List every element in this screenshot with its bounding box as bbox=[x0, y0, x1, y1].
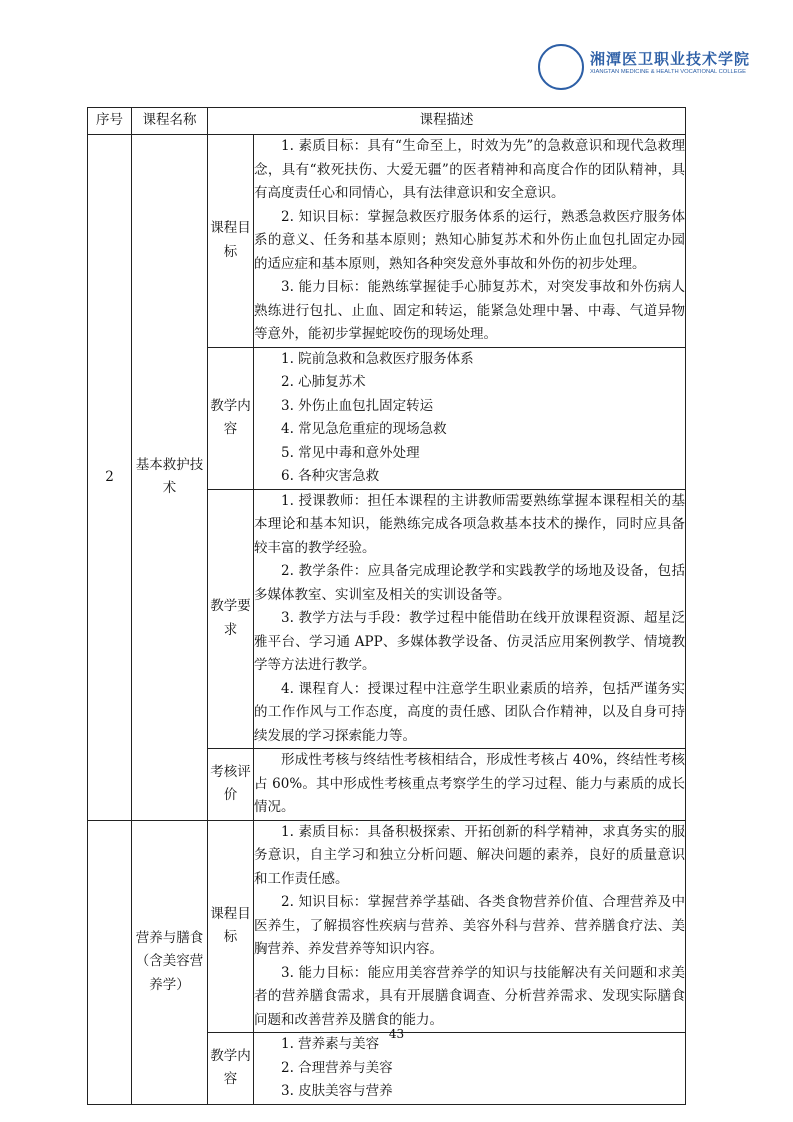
college-name-cn: 湘潭医卫职业技术学院 bbox=[590, 50, 751, 68]
list-item: 3. 皮肤美容与营养 bbox=[281, 1083, 393, 1099]
description-paragraph: 1. 素质目标：具备积极探索、开拓创新的科学精神，求真务实的服务意识，自主学习和独立分析问题、解决问题的素养，良好的质量意识和工作责任感。 bbox=[254, 823, 685, 887]
page-number: 43 bbox=[388, 1027, 405, 1041]
section-label: 教学内容 bbox=[208, 1033, 254, 1105]
list-item: 1. 院前急救和急救医疗服务体系 bbox=[281, 350, 474, 367]
list-item: 2. 心肺复苏术 bbox=[281, 374, 366, 390]
header-course-name: 课程名称 bbox=[132, 108, 208, 135]
section-content bbox=[254, 749, 686, 821]
header-num: 序号 bbox=[88, 108, 132, 135]
table-row bbox=[88, 135, 686, 348]
table-header-row bbox=[88, 108, 686, 135]
course-name: 营养与膳食（含美容营养学） bbox=[132, 820, 208, 1104]
section-content bbox=[254, 820, 686, 1033]
list-item: 3. 外伤止血包扎固定转运 bbox=[281, 397, 434, 414]
section-content bbox=[254, 135, 686, 348]
description-paragraph: 1. 授课教师：担任本课程的主讲教师需要熟练掌握本课程相关的基本理论和基本知识，能熟练完成各项急救基本技术的操作，同时应具备较丰富的教学经验。 bbox=[254, 492, 685, 556]
college-logo bbox=[538, 42, 758, 94]
list-item: 5. 常见中毒和意外处理 bbox=[281, 444, 420, 461]
section-label: 课程目标 bbox=[208, 820, 254, 1033]
section-label: 教学要求 bbox=[208, 489, 254, 749]
table-row bbox=[88, 820, 686, 1033]
table-body bbox=[88, 135, 686, 1105]
description-paragraph: 3. 教学方法与手段：教学过程中能借助在线开放课程资源、超星泛雅平台、学习通 APP、多媒体教学设备、仿灵活应用案例教学、情境教学等方法进行教学。 bbox=[254, 610, 685, 673]
description-paragraph: 2. 知识目标：掌握急救医疗服务体系的运行，熟悉急救医疗服务体系的意义、任务和基本原则；熟知心肺复苏术和外伤止血包扎固定办园的适应症和基本原则，熟知各种突发意外事故和外伤的初步处理。 bbox=[254, 208, 685, 272]
description-paragraph: 3. 能力目标：能熟练掌握徒手心肺复苏术，对突发事故和外伤病人熟练进行包扎、止血、固定和转运，能紧急处理中暑、中毒、气道异物等意外，能初步掌握蛇咬伤的现场处理。 bbox=[254, 279, 685, 342]
section-content bbox=[254, 1033, 686, 1105]
list-item: 2. 合理营养与美容 bbox=[281, 1059, 393, 1076]
section-content bbox=[254, 347, 686, 489]
section-label: 课程目标 bbox=[208, 135, 254, 348]
description-paragraph: 2. 知识目标：掌握营养学基础、各类食物营养价值、合理营养及中医养生，了解损容性疾病与营养、美容外科与营养、营养膳食疗法、美胸营养、养发营养等知识内容。 bbox=[254, 894, 685, 957]
description-paragraph: 2. 教学条件：应具备完成理论教学和实践教学的场地及设备，包括多媒体教室、实训室及相关的实训设备等。 bbox=[254, 563, 685, 603]
section-content bbox=[254, 489, 686, 749]
description-paragraph: 3. 能力目标：能应用美容营养学的知识与技能解决有关问题和求美者的营养膳食需求，具有开展膳食调查、分析营养需求、发现实际膳食问题和改善营养及膳食的能力。 bbox=[254, 964, 685, 1028]
college-emblem-icon bbox=[538, 44, 584, 90]
list-item: 6. 各种灾害急救 bbox=[281, 468, 380, 484]
list-item: 4. 常见急危重症的现场急救 bbox=[281, 421, 447, 437]
description-paragraph: 4. 课程育人：授课过程中注意学生职业素质的培养，包括严谨务实的工作作风与工作态度，高度的责任感、团队合作精神，以及自身可持续发展的学习探索能力等。 bbox=[254, 680, 685, 744]
list-item: 1. 营养素与美容 bbox=[281, 1036, 380, 1052]
description-paragraph: 形成性考核与终结性考核相结合，形成性考核占 40%，终结性考核占 60%。其中形成性考核重点考察学生的学习过程、能力与素质的成长情况。 bbox=[254, 752, 685, 815]
section-label: 考核评价 bbox=[208, 749, 254, 821]
course-table bbox=[87, 107, 686, 1105]
course-number: 2 bbox=[88, 135, 132, 821]
description-paragraph: 1. 素质目标：具有“生命至上，时效为先”的急救意识和现代急救理念，具有“救死扶伤、大爱无疆”的医者精神和高度合作的团队精神，具有高度责任心和同情心，具有法律意识和安全意识。 bbox=[254, 138, 685, 201]
college-name-en: XIANGTAN MEDICINE & HEALTH VOCATIONAL COLLEGE bbox=[590, 69, 747, 75]
course-number bbox=[88, 820, 132, 1104]
header-course-desc: 课程描述 bbox=[208, 108, 686, 135]
section-label: 教学内容 bbox=[208, 347, 254, 489]
course-name: 基本救护技术 bbox=[132, 135, 208, 821]
